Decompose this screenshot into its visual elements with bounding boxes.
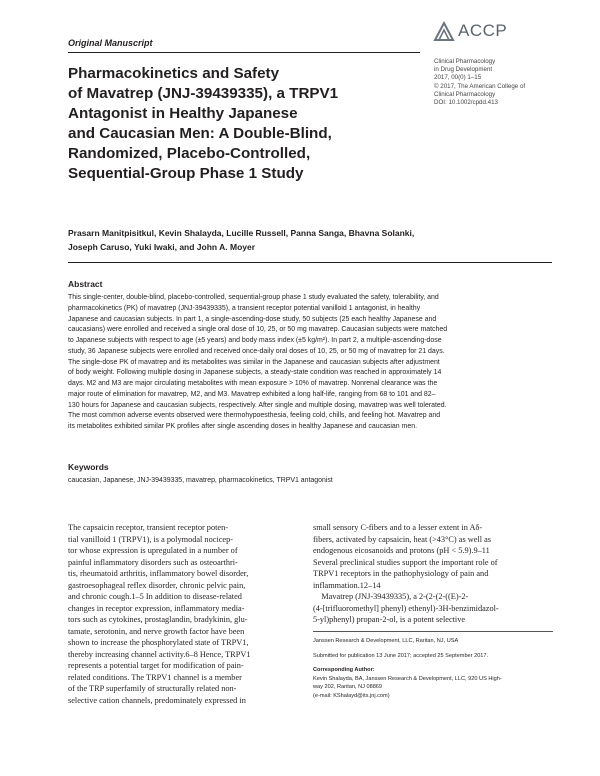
header-rule — [68, 52, 420, 53]
body-line: endogenous eicosanoids and protons (pH < 5.9).9–11 — [313, 546, 490, 555]
journal-info-line: © 2017, The American College of — [434, 82, 526, 90]
affiliation: Janssen Research & Development, LLC, Raritan, NJ, USA — [313, 638, 459, 644]
abstract-line: The most common adverse events observed were thermohypoesthesia, feeling cold, chills, and feeling hot. Mavatrep and — [68, 412, 441, 420]
title-line: Sequential-Group Phase 1 Study — [68, 165, 304, 182]
corresponding-author-line: way 202, Raritan, NJ 08869 — [313, 684, 383, 691]
body-line: painful inflammatory disorders such as osteoarthri- — [68, 557, 238, 567]
body-column-left — [68, 522, 300, 706]
author-list — [68, 226, 568, 254]
keywords-heading: Keywords — [68, 462, 109, 472]
abstract-line: This single-center, double-blind, placebo-controlled, sequential-group phase 1 study evaluated the safety, tolerability, and — [68, 294, 439, 301]
title-line: of Mavatrep (JNJ-39439335), a TRPV1 — [68, 85, 339, 102]
journal-info-line: Clinical Pharmacology — [434, 58, 496, 65]
title-line: Antagonist in Healthy Japanese — [68, 105, 298, 122]
body-line: small sensory C-fibers and to a lesser extent in Aδ- — [313, 523, 483, 532]
title-line: Randomized, Placebo-Controlled, — [68, 145, 311, 162]
journal-info-line: 2017, 00(0) 1–15 — [434, 74, 482, 82]
body-line: represents a potential target for modification of pain- — [68, 661, 244, 670]
accp-logo-icon — [432, 20, 456, 44]
body-column-right — [313, 522, 553, 626]
journal-info-line: DOI: 10.1002/cpdd.413 — [434, 99, 498, 107]
abstract-rule — [68, 262, 552, 263]
body-line: related conditions. The TRPV1 channel is a member — [68, 672, 242, 682]
accp-logo — [432, 20, 556, 60]
abstract-line: 130 hours for Japanese and caucasian subjects, respectively. After single and multiple dosing, mavatrep was well tolerated. — [68, 401, 447, 409]
body-line: shown to increase the phosphorylated state of TRPV1, — [68, 638, 249, 647]
keywords-text: caucasian, Japanese, JNJ-39439335, mavatrep, pharmacokinetics, TRPV1 antagonist — [68, 477, 333, 484]
body-line: tial vanilloid 1 (TRPV1), is a polymodal nocicep- — [68, 534, 233, 544]
body-line: tor whose expression is upregulated in a number of — [68, 546, 238, 555]
abstract-line: of body weight. Following multiple dosing in Japanese subjects, a steady-state condition was reached in approximately 14 — [68, 369, 442, 377]
abstract-line: its metabolites exhibited similar PK profiles after single ascending doses in healthy Japanese and caucasian men. — [68, 423, 417, 430]
abstract-line: pharmacokinetics (PK) of mavatrep (JNJ-39439335), a transient receptor potential vanilloid 1 antagonist, in healthy — [68, 304, 421, 312]
body-line: selective cation channels, predominately expressed in — [68, 695, 246, 705]
manuscript-type-label: Original Manuscript — [68, 38, 153, 48]
footnote-rule — [313, 631, 553, 632]
title-line: and Caucasian Men: A Double-Blind, — [68, 125, 332, 142]
body-line: The capsaicin receptor, transient receptor poten- — [68, 523, 228, 532]
body-line: (4-[trifluoromethyl] phenyl) ethenyl)-3H-benzimidazol- — [313, 603, 499, 613]
abstract-line: Japanese and caucasian subjects. In part 1, a single-ascending-dose study, 50 subjects (25 each healthy Japanese and — [68, 315, 437, 323]
body-line: Mavatrep (JNJ-39439335), a 2-(2-(2-((E)-2- — [313, 592, 469, 601]
body-line: Several preclinical studies support the important role of — [313, 557, 498, 567]
body-line: changes in receptor expression, inflammatory media- — [68, 603, 245, 613]
journal-info — [434, 58, 559, 107]
abstract-body — [68, 293, 552, 433]
corresponding-author-line: Kevin Shalayda, BA, Janssen Research & Development, LLC, 920 US High- — [313, 675, 502, 682]
abstract-line: to Japanese subjects with respect to age (±5 years) and body mass index (±5 kg/m²). In part 2, a multiple-ascending-dose — [68, 337, 442, 344]
abstract-line: days. M2 and M3 are major circulating metabolites with mean exposure > 10% of mavatrep. Nonrenal clearance was the — [68, 380, 438, 387]
author-line: Prasarn Manitpisitkul, Kevin Shalayda, Lucille Russell, Panna Sanga, Bhavna Solanki, — [68, 228, 415, 238]
body-line: inflammation.12–14 — [313, 580, 381, 590]
body-line: gastroesophageal reflex disorder, chronic pelvic pain, — [68, 580, 246, 590]
corresponding-author-heading: Corresponding Author: — [313, 667, 375, 674]
body-line: tamate, serotonin, and nerve growth factor have been — [68, 626, 245, 636]
body-line: tors such as cytokines, prostaglandin, bradykinin, glu- — [68, 615, 248, 624]
body-line: TRPV1 receptors in the pathophysiology of pain and — [313, 569, 489, 578]
abstract-line: major route of elimination for mavatrep, M2, and M3. Mavatrep exhibited a long half-life, ranging from 68 to 101 and 82– — [68, 390, 436, 398]
footnotes — [313, 637, 553, 701]
title-line: Pharmacokinetics and Safety — [68, 65, 280, 82]
abstract-line: caucasians) were enrolled and received a single oral dose of 10, 25, or 50 mg mavatrep. Caucasian subjects were matched — [68, 326, 448, 334]
article-title — [68, 64, 418, 184]
abstract-line: The single-dose PK of mavatrep and its metabolites was similar in the Japanese and caucasian subjects after adjustment — [68, 358, 440, 366]
logo-text: ACCP — [458, 21, 508, 40]
author-line: Joseph Caruso, Yuki Iwaki, and John A. Moyer — [68, 242, 256, 252]
body-line: and chronic cough.1–5 In addition to disease-related — [68, 592, 242, 601]
abstract-heading: Abstract — [68, 279, 103, 289]
body-line: tis, rheumatoid arthritis, inflammatory bowel disorder, — [68, 569, 249, 578]
body-line: 5-yl)phenyl) propan-2-ol, is a potent selective — [313, 615, 466, 624]
body-line: fibers, activated by capsaicin, heat (>43°C) as well as — [313, 534, 492, 544]
body-line: thereby increasing channel activity.6–8 Hence, TRPV1 — [68, 649, 251, 659]
corresponding-author-email: (e-mail: KShalayd@its.jnj.com) — [313, 692, 390, 699]
body-line: of the TRP superfamily of structurally related non- — [68, 684, 237, 693]
submission-dates: Submitted for publication 13 June 2017; accepted 25 September 2017. — [313, 652, 489, 659]
abstract-line: study, 36 Japanese subjects were enrolled and received once-daily oral doses of 10, 25, or 50 mg of mavatrep for 21 days. — [68, 347, 445, 355]
journal-info-line: in Drug Development — [434, 66, 493, 74]
journal-info-line: Clinical Pharmacology — [434, 90, 496, 98]
